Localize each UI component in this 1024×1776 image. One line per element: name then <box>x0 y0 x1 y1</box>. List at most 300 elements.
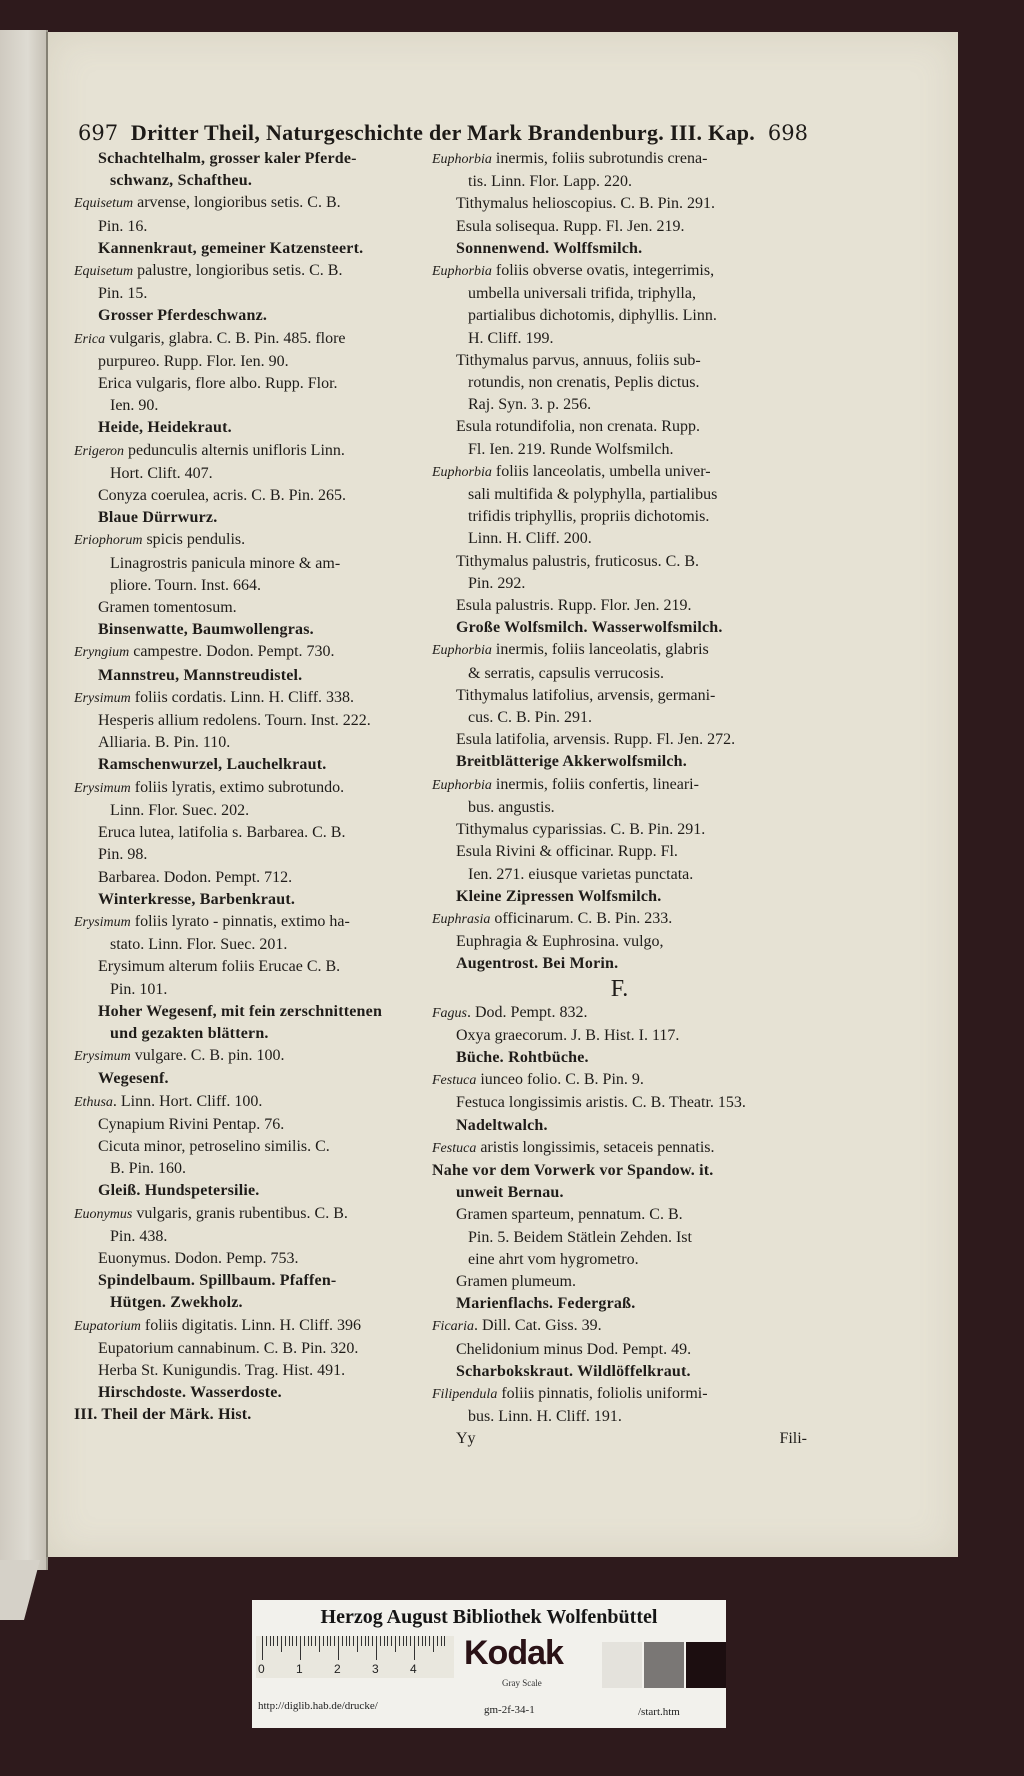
entry-genus-line <box>74 1315 419 1338</box>
entry-genus-line <box>432 1137 807 1160</box>
line-text: vulgaris, granis rubentibus. C. B. <box>132 1204 348 1222</box>
ruler-tick <box>406 1636 407 1646</box>
genus-name: Erysimum <box>74 1049 131 1065</box>
line-text: Spindelbaum. Spillbaum. Pfaffen- <box>98 1272 337 1290</box>
page-footer <box>432 1428 807 1450</box>
entry-line <box>74 1226 419 1248</box>
entry-line <box>432 238 807 260</box>
line-text: bus. Linn. H. Cliff. 191. <box>468 1408 622 1426</box>
line-text: Tithymalus latifolius, arvensis, germani- <box>456 686 716 704</box>
entry-line <box>74 1114 419 1136</box>
ruler-tick <box>327 1636 328 1646</box>
genus-name: Euonymus <box>74 1206 133 1222</box>
entry-line <box>74 934 419 956</box>
entry-line <box>74 867 419 889</box>
line-text: . Dod. Pempt. 832. <box>467 1003 588 1021</box>
line-text: Tithymalus palustris, fruticosus. C. B. <box>456 552 699 570</box>
ruler-tick <box>289 1636 290 1646</box>
entry-line <box>74 754 419 776</box>
entry-line <box>432 931 807 953</box>
entry-line <box>432 484 807 506</box>
entry-genus-line <box>74 641 419 664</box>
archive-url: http://diglib.hab.de/drucke/ <box>258 1700 378 1712</box>
volume-footer: III. Theil der Märk. Hist. <box>74 1406 252 1424</box>
line-text: foliis cordatis. Linn. H. Cliff. 338. <box>130 688 355 706</box>
ruler-number: 0 <box>258 1662 265 1676</box>
line-text: Esula rotundifolia, non crenata. Rupp. <box>456 418 700 436</box>
line-text: tis. Linn. Flor. Lapp. 220. <box>468 173 632 191</box>
line-text: Chelidonium minus Dod. Pempt. 49. <box>456 1340 692 1358</box>
line-text: und gezakten blättern. <box>110 1024 269 1042</box>
ruler-tick <box>425 1636 426 1646</box>
page-number-left: 697 <box>78 121 119 145</box>
entry-line <box>432 394 807 416</box>
entry-line <box>74 1180 419 1202</box>
entry-line <box>74 1292 419 1314</box>
entry-line <box>432 350 807 372</box>
entry-line <box>74 395 419 417</box>
right-column <box>432 148 807 1451</box>
entry-genus-line <box>74 192 419 215</box>
entry-line <box>432 193 807 215</box>
line-text: sali multifida & polyphylla, partialibus <box>468 486 718 504</box>
line-text: Pin. 101. <box>110 980 168 998</box>
ruler-tick <box>308 1636 309 1646</box>
gray-swatch-light <box>602 1642 642 1688</box>
gray-swatch-dark <box>686 1642 726 1688</box>
ruler-tick <box>277 1636 278 1646</box>
line-text: Esula latifolia, arvensis. Rupp. Fl. Jen. 272. <box>456 731 736 749</box>
line-text: Raj. Syn. 3. p. 256. <box>468 396 592 414</box>
line-text: cus. C. B. Pin. 291. <box>468 709 593 727</box>
genus-name: Erysimum <box>74 690 131 706</box>
line-text: Pin. 15. <box>98 285 148 303</box>
line-text: . Dill. Cat. Giss. 39. <box>474 1317 602 1335</box>
entry-line <box>74 889 419 911</box>
ruler-tick <box>391 1636 392 1646</box>
ruler-number: 4 <box>410 1662 417 1676</box>
line-text: officinarum. C. B. Pin. 233. <box>490 909 673 927</box>
ruler-tick <box>334 1636 335 1646</box>
entry-line <box>74 979 419 1001</box>
ruler-tick <box>285 1636 286 1646</box>
line-text: Grosser Pferdeschwanz. <box>98 307 268 325</box>
genus-name: Erysimum <box>74 914 131 930</box>
entry-line <box>74 238 419 260</box>
ruler-tick <box>281 1636 282 1652</box>
line-text: schwanz, Schaftheu. <box>110 172 253 190</box>
line-text: foliis digitatis. Linn. H. Cliff. 396 <box>140 1316 362 1334</box>
line-text: vulgaris, glabra. C. B. Pin. 485. flore <box>105 329 346 347</box>
entry-genus-line <box>74 440 419 463</box>
entry-line <box>432 216 807 238</box>
entry-line <box>432 1092 807 1114</box>
line-text: stato. Linn. Flor. Suec. 201. <box>110 936 288 954</box>
line-text: Ien. 271. eiusque varietas punctata. <box>468 865 694 883</box>
line-text: Kannenkraut, gemeiner Katzensteert. <box>98 239 364 257</box>
line-text: umbella universali trifida, triphylla, <box>468 285 696 303</box>
line-text: B. Pin. 160. <box>110 1160 187 1178</box>
ruler-tick <box>266 1636 267 1646</box>
genus-name: Equisetum <box>74 264 134 280</box>
entry-line <box>432 1025 807 1047</box>
entry-line <box>74 148 419 170</box>
entry-genus-line <box>432 1069 807 1092</box>
entry-line <box>74 373 419 395</box>
genus-name: Ethusa <box>74 1094 113 1110</box>
line-text: purpureo. Rupp. Flor. Ien. 90. <box>98 352 289 370</box>
line-text: Sonnenwend. Wolffsmilch. <box>456 239 643 257</box>
line-text: Gleiß. Hundspetersilie. <box>98 1182 260 1200</box>
gray-scale-label: Gray Scale <box>502 1678 542 1688</box>
adjacent-page-edge <box>0 30 48 1570</box>
signature-mark: Yy <box>456 1430 476 1448</box>
ruler-tick <box>403 1636 404 1646</box>
line-text: foliis lyrato - pinnatis, extimo ha- <box>130 912 350 930</box>
ruler-tick <box>380 1636 381 1646</box>
entry-line <box>432 439 807 461</box>
entry-line <box>74 485 419 507</box>
adjacent-page-corner <box>0 1560 40 1620</box>
entry-line <box>74 800 419 822</box>
entry-genus-line <box>74 529 419 552</box>
entry-line <box>432 595 807 617</box>
line-text: H. Cliff. 199. <box>468 329 554 347</box>
line-text: Nahe vor dem Vorwerk vor Spandow. it. <box>432 1161 714 1179</box>
ruler-tick <box>353 1636 354 1646</box>
measurement-ruler <box>256 1636 454 1678</box>
ruler-tick <box>444 1636 445 1646</box>
line-text: Hoher Wegesenf, mit fein zerschnittenen <box>98 1002 383 1020</box>
line-text: Alliaria. B. Pin. 110. <box>98 734 231 752</box>
line-text: foliis obverse ovatis, integerrimis, <box>491 262 715 280</box>
line-text: inermis, foliis confertis, lineari- <box>491 775 699 793</box>
line-text: Gramen sparteum, pennatum. C. B. <box>456 1206 683 1224</box>
entry-line <box>74 417 419 439</box>
ruler-tick <box>319 1636 320 1652</box>
ruler-tick <box>346 1636 347 1646</box>
library-name: Herzog August Bibliothek Wolfenbüttel <box>320 1606 658 1628</box>
entry-line <box>74 1001 419 1023</box>
line-text: rotundis, non crenatis, Peplis dictus. <box>468 374 700 392</box>
line-text: Euphragia & Euphrosina. vulgo, <box>456 933 664 951</box>
entry-line <box>432 1249 807 1271</box>
line-text: partialibus dichotomis, diphyllis. Linn. <box>468 307 717 325</box>
line-text: Augentrost. Bei Morin. <box>456 955 619 973</box>
ruler-tick <box>372 1636 373 1646</box>
line-text: Winterkresse, Barbenkraut. <box>98 890 296 908</box>
entry-line <box>432 416 807 438</box>
entry-genus-line <box>74 1091 419 1114</box>
ruler-tick <box>262 1636 263 1660</box>
ruler-tick <box>376 1636 377 1660</box>
ruler-tick <box>361 1636 362 1646</box>
line-text: aristis longissimis, setaceis pennatis. <box>476 1138 715 1156</box>
line-text: Schachtelhalm, grosser kaler Pferde- <box>98 150 357 167</box>
ruler-tick <box>323 1636 324 1646</box>
entry-line <box>74 1360 419 1382</box>
line-text: Gramen plumeum. <box>456 1272 576 1290</box>
line-text: unweit Bernau. <box>456 1184 564 1202</box>
ruler-tick <box>410 1636 411 1646</box>
line-text: Heide, Heidekraut. <box>98 419 232 437</box>
line-text: inermis, foliis subrotundis crena- <box>491 150 708 167</box>
entry-line <box>432 886 807 908</box>
entry-line <box>432 685 807 707</box>
line-text: inermis, foliis lanceolatis, glabris <box>491 641 709 659</box>
line-text: trifidis triphyllis, propriis dichotomis. <box>468 508 710 526</box>
ruler-number: 3 <box>372 1662 379 1676</box>
entry-line <box>74 170 419 192</box>
archive-start-path: /start.htm <box>638 1706 680 1718</box>
genus-name: Festuca <box>432 1140 477 1156</box>
genus-name: Euphrasia <box>432 911 491 927</box>
genus-name: Erysimum <box>74 780 131 796</box>
ruler-tick <box>414 1636 415 1660</box>
entry-line <box>74 956 419 978</box>
genus-name: Eriophorum <box>74 533 143 549</box>
entry-line <box>432 707 807 729</box>
genus-name: Filipendula <box>432 1386 498 1402</box>
entry-genus-line <box>432 461 807 484</box>
entry-genus-line <box>74 1045 419 1068</box>
ruler-tick <box>270 1636 271 1646</box>
catchword: Fili- <box>779 1430 807 1448</box>
genus-name: Euphorbia <box>432 643 492 659</box>
entry-line <box>74 665 419 687</box>
entry-line <box>74 283 419 305</box>
line-text: Eruca lutea, latifolia s. Barbarea. C. B. <box>98 824 346 842</box>
line-text: Pin. 292. <box>468 574 526 592</box>
genus-name: Eupatorium <box>74 1318 141 1334</box>
line-text: Esula palustris. Rupp. Flor. Jen. 219. <box>456 597 692 615</box>
genus-name: Erigeron <box>74 443 125 459</box>
line-text: Linagrostris panicula minore & am- <box>110 554 341 572</box>
entry-line <box>74 710 419 732</box>
entry-line <box>74 553 419 575</box>
entry-line <box>432 1293 807 1315</box>
entry-genus-line <box>432 1383 807 1406</box>
ruler-tick <box>365 1636 366 1646</box>
running-header <box>78 120 808 146</box>
entry-genus-line <box>432 639 807 662</box>
line-text: Pin. 98. <box>98 846 148 864</box>
entry-line <box>74 1270 419 1292</box>
ruler-tick <box>273 1636 274 1646</box>
line-text: palustre, longioribus setis. C. B. <box>133 262 343 280</box>
entry-line <box>74 1023 419 1045</box>
genus-name: Euphorbia <box>432 777 492 793</box>
line-text: Hütgen. Zwekholz. <box>110 1294 243 1312</box>
ruler-tick <box>399 1636 400 1646</box>
entry-line <box>432 864 807 886</box>
line-text: Wegesenf. <box>98 1070 169 1088</box>
entry-line <box>432 1227 807 1249</box>
line-text: Oxya graecorum. J. B. Hist. I. 117. <box>456 1026 680 1044</box>
genus-name: Erica <box>74 331 106 347</box>
entry-line <box>432 305 807 327</box>
ruler-tick <box>384 1636 385 1646</box>
genus-name: Euphorbia <box>432 264 492 280</box>
entry-line <box>432 1406 807 1428</box>
line-text: foliis pinnatis, foliolis uniformi- <box>497 1384 708 1402</box>
ruler-tick <box>433 1636 434 1652</box>
ruler-tick <box>304 1636 305 1646</box>
ruler-tick <box>422 1636 423 1646</box>
line-text: Kleine Zipressen Wolfsmilch. <box>456 887 662 905</box>
archive-id: gm-2f-34-1 <box>484 1704 535 1716</box>
entry-genus-line <box>432 774 807 797</box>
section-letter <box>432 976 807 1002</box>
entry-line <box>74 507 419 529</box>
kodak-logo: Kodak <box>464 1634 563 1672</box>
gray-swatch-mid <box>644 1642 684 1688</box>
entry-line <box>74 351 419 373</box>
entry-line <box>432 751 807 773</box>
genus-name: Fagus <box>432 1005 467 1021</box>
line-text: Mannstreu, Mannstreudistel. <box>98 666 303 684</box>
line-text: Große Wolfsmilch. Wasserwolfsmilch. <box>456 619 723 637</box>
line-text: Erysimum alterum foliis Erucae C. B. <box>98 958 341 976</box>
entry-line <box>432 953 807 975</box>
genus-name: Euphorbia <box>432 464 492 480</box>
line-text: Eupatorium cannabinum. C. B. Pin. 320. <box>98 1339 359 1357</box>
entry-line <box>432 528 807 550</box>
line-text: Cynapium Rivini Pentap. 76. <box>98 1115 285 1133</box>
ruler-tick <box>296 1636 297 1646</box>
entry-genus-line <box>432 260 807 283</box>
entry-genus-line <box>432 148 807 171</box>
entry-line <box>432 1204 807 1226</box>
line-text: Pin. 16. <box>98 217 148 235</box>
line-text: Erica vulgaris, flore albo. Rupp. Flor. <box>98 375 338 393</box>
ruler-tick <box>349 1636 350 1646</box>
line-text: foliis lanceolatis, umbella univer- <box>491 462 711 480</box>
line-text: Herba St. Kunigundis. Trag. Hist. 491. <box>98 1361 346 1379</box>
genus-name: Equisetum <box>74 196 134 212</box>
line-text: Pin. 438. <box>110 1227 168 1245</box>
ruler-tick <box>368 1636 369 1646</box>
entry-genus-line <box>432 1002 807 1025</box>
line-text: Festuca longissimis aristis. C. B. Theatr. 153. <box>456 1094 746 1112</box>
genus-name: Euphorbia <box>432 152 492 167</box>
line-text: Tithymalus parvus, annuus, foliis sub- <box>456 351 701 369</box>
line-text: vulgare. C. B. pin. 100. <box>130 1047 285 1065</box>
ruler-number: 1 <box>296 1662 303 1676</box>
entry-genus-line <box>74 1203 419 1226</box>
line-text: campestre. Dodon. Pempt. 730. <box>129 643 335 661</box>
ruler-tick <box>330 1636 331 1646</box>
line-text: bus. angustis. <box>468 798 555 816</box>
ruler-tick <box>311 1636 312 1646</box>
genus-name: Festuca <box>432 1073 477 1089</box>
line-text: Conyza coerulea, acris. C. B. Pin. 265. <box>98 487 346 505</box>
entry-line <box>74 463 419 485</box>
entry-line <box>432 1160 807 1182</box>
entry-line <box>74 1136 419 1158</box>
entry-line <box>432 171 807 193</box>
entry-genus-line <box>74 911 419 934</box>
line-text: Tithymalus cyparissias. C. B. Pin. 291. <box>456 821 706 839</box>
line-text: Ramschenwurzel, Lauchelkraut. <box>98 756 327 774</box>
ruler-tick <box>441 1636 442 1646</box>
line-text: Binsenwatte, Baumwollengras. <box>98 621 314 639</box>
line-text: Barbarea. Dodon. Pempt. 712. <box>98 868 293 886</box>
ruler-tick <box>418 1636 419 1646</box>
entry-line <box>432 841 807 863</box>
entry-line <box>432 1182 807 1204</box>
entry-genus-line <box>432 908 807 931</box>
entry-line <box>74 844 419 866</box>
entry-line <box>432 819 807 841</box>
line-text: iunceo folio. C. B. Pin. 9. <box>476 1071 644 1089</box>
entry-line <box>432 328 807 350</box>
line-text: Büche. Rohtbüche. <box>456 1048 589 1066</box>
ruler-tick <box>387 1636 388 1646</box>
line-text: Scharbokskraut. Wildlöffelkraut. <box>456 1362 691 1380</box>
entry-genus-line <box>74 328 419 351</box>
entry-line <box>432 1339 807 1361</box>
line-text: F. <box>610 975 629 1002</box>
line-text: spicis pendulis. <box>142 531 246 549</box>
genus-name: Eryngium <box>74 645 130 661</box>
ruler-tick <box>292 1636 293 1646</box>
line-text: & serratis, capsulis verrucosis. <box>468 664 664 682</box>
entry-genus-line <box>74 260 419 283</box>
line-text: Linn. Flor. Suec. 202. <box>110 801 250 819</box>
entry-genus-line <box>74 777 419 800</box>
line-text: Hort. Clift. 407. <box>110 464 213 482</box>
ruler-tick <box>437 1636 438 1646</box>
entry-genus-line <box>74 687 419 710</box>
line-text: Marienflachs. Federgraß. <box>456 1295 636 1313</box>
ruler-tick <box>342 1636 343 1646</box>
line-text: Euonymus. Dodon. Pemp. 753. <box>98 1249 299 1267</box>
line-text: pedunculis alternis unifloris Linn. <box>124 441 345 459</box>
line-text: Ien. 90. <box>110 397 159 415</box>
entry-line <box>74 216 419 238</box>
ruler-tick <box>338 1636 339 1660</box>
entry-genus-line <box>432 1315 807 1338</box>
line-text: eine ahrt vom hygrometro. <box>468 1250 639 1268</box>
entry-line <box>74 619 419 641</box>
ruler-tick <box>357 1636 358 1652</box>
genus-name: Ficaria <box>432 1319 474 1335</box>
entry-line <box>432 617 807 639</box>
entry-line <box>432 551 807 573</box>
entry-line <box>74 1338 419 1360</box>
line-text: foliis lyratis, extimo subrotundo. <box>130 778 345 796</box>
entry-line <box>432 1271 807 1293</box>
line-text: Fl. Ien. 219. Runde Wolfsmilch. <box>468 440 674 458</box>
entry-line <box>432 506 807 528</box>
line-text: Blaue Dürrwurz. <box>98 509 218 527</box>
line-text: Hesperis allium redolens. Tourn. Inst. 222. <box>98 712 371 730</box>
line-text: . Linn. Hort. Cliff. 100. <box>112 1092 263 1110</box>
line-text: Pin. 5. Beidem Stätlein Zehden. Ist <box>468 1228 692 1246</box>
entry-line <box>74 575 419 597</box>
line-text: Breitblätterige Akkerwolfsmilch. <box>456 753 687 771</box>
line-text: Esula Rivini & officinar. Rupp. Fl. <box>456 843 678 861</box>
entry-line <box>74 1068 419 1090</box>
entry-line <box>432 797 807 819</box>
entry-line <box>74 597 419 619</box>
line-text: pliore. Tourn. Inst. 664. <box>110 576 262 594</box>
ruler-number: 2 <box>334 1662 341 1676</box>
line-text: Hirschdoste. Wasserdoste. <box>98 1384 282 1402</box>
entry-line <box>432 1047 807 1069</box>
line-text: Nadeltwalch. <box>456 1116 548 1134</box>
